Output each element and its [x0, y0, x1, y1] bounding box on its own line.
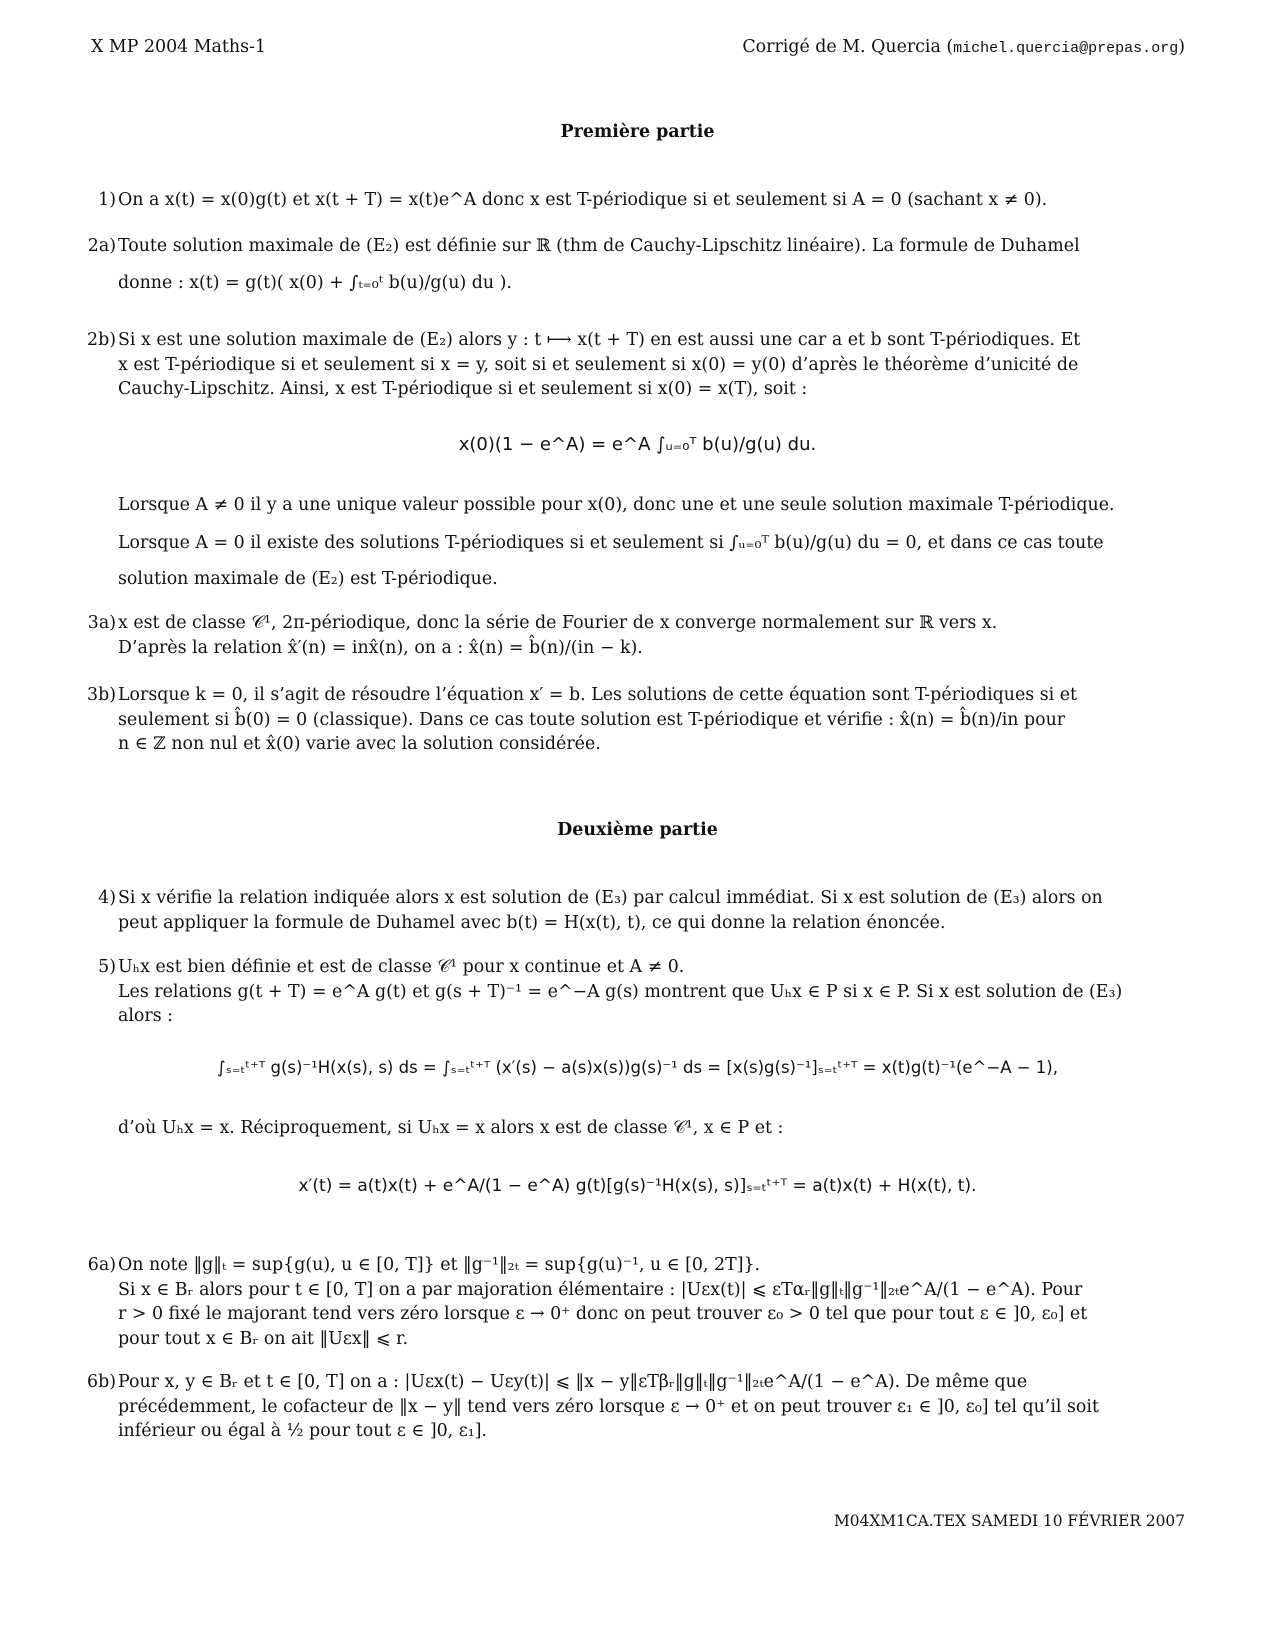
text-line: Si x est une solution maximale de (E₂) alors y : t ⟼ x(t + T) en est aussi une car a et b sont T-périodiques. Et	[118, 330, 1081, 350]
item-label: 2a)	[87, 236, 116, 256]
item-label: 6b)	[87, 1372, 116, 1392]
text-line: seulement si b̂(0) = 0 (classique). Dans ce cas toute solution est T-périodique et vérifie : x̂(n) = b̂(n)/in pour	[118, 709, 1066, 730]
text-line: Si x ∈ Bᵣ alors pour t ∈ [0, T] on a par majoration élémentaire : |Uεx(t)| ⩽ εTαᵣ‖g‖ₜ‖g⁻¹‖₂ₜe^A/(1 − e^A). Pour	[118, 1279, 1083, 1300]
text-line: Lorsque A ≠ 0 il y a une unique valeur possible pour x(0), donc une et une seule solution maximale T-périodique.	[118, 495, 1115, 515]
text-line: peut appliquer la formule de Duhamel avec b(t) = H(x(t), t), ce qui donne la relation énoncée.	[118, 912, 946, 933]
item-label: 5)	[98, 957, 116, 977]
text-line: Cauchy-Lipschitz. Ainsi, x est T-périodique si et seulement si x(0) = x(T), soit :	[118, 379, 808, 399]
display-equation-5a: ∫ₛ₌ₜᵗ⁺ᵀ g(s)⁻¹H(x(s), s) ds = ∫ₛ₌ₜᵗ⁺ᵀ (x′(s) − a(s)x(s))g(s)⁻¹ ds = [x(s)g(s)⁻¹]ₛ₌ₜᵗ⁺ᵀ = x(t)g(t)⁻¹(e^−A − 1),	[216, 1058, 1058, 1077]
text-line: Pour x, y ∈ Bᵣ et t ∈ [0, T] on a : |Uεx(t) − Uεy(t)| ⩽ ‖x − y‖εTβᵣ‖g‖ₜ‖g⁻¹‖₂ₜe^A/(1 − e^A). De même que	[118, 1372, 1028, 1392]
author-text: Corrigé de M. Quercia (	[742, 37, 954, 57]
text-line: inférieur ou égal à ½ pour tout ε ∈ ]0, ε₁].	[118, 1421, 488, 1441]
header-left: X MP 2004 Maths-1	[91, 37, 266, 57]
text-line: Lorsque A = 0 il existe des solutions T-périodiques si et seulement si ∫ᵤ₌₀ᵀ b(u)/g(u) du = 0, et dans ce cas toute	[118, 533, 1104, 553]
text-line: pour tout x ∈ Bᵣ on ait ‖Uεx‖ ⩽ r.	[118, 1328, 408, 1349]
author-text-end: )	[1178, 37, 1185, 57]
page-footer: M04XM1CA.TEX SAMEDI 10 FÉVRIER 2007	[833, 1512, 1185, 1530]
section-title-part1: Première partie	[560, 122, 715, 142]
header-right	[742, 37, 1185, 57]
author-email: michel.quercia@prepas.org	[953, 40, 1179, 57]
text-line: Lorsque k = 0, il s’agit de résoudre l’équation x′ = b. Les solutions de cette équation sont T-périodiques si et	[118, 685, 1078, 705]
item-label: 4)	[98, 888, 116, 908]
item-label: 3a)	[87, 613, 116, 633]
text-line: alors :	[118, 1006, 174, 1026]
display-equation-5b: x′(t) = a(t)x(t) + e^A/(1 − e^A) g(t)[g(s)⁻¹H(x(s), s)]ₛ₌ₜᵗ⁺ᵀ = a(t)x(t) + H(x(t), t).	[298, 1176, 977, 1196]
text-line: Si x vérifie la relation indiquée alors x est solution de (E₃) par calcul immédiat. Si x est solution de (E₃) alors on	[118, 888, 1103, 908]
item-label: 3b)	[87, 685, 116, 705]
text-line: précédemment, le cofacteur de ‖x − y‖ tend vers zéro lorsque ε → 0⁺ et on peut trouver ε₁ ∈ ]0, ε₀] tel qu’il soit	[118, 1396, 1099, 1417]
text-line: On a x(t) = x(0)g(t) et x(t + T) = x(t)e^A donc x est T-périodique si et seulement si A = 0 (sachant x ≠ 0).	[118, 190, 1048, 210]
display-equation-2b: x(0)(1 − e^A) = e^A ∫ᵤ₌₀ᵀ b(u)/g(u) du.	[458, 434, 817, 455]
text-line: solution maximale de (E₂) est T-périodique.	[118, 569, 498, 589]
text-line: On note ‖g‖ₜ = sup{g(u), u ∈ [0, T]} et ‖g⁻¹‖₂ₜ = sup{g(u)⁻¹, u ∈ [0, 2T]}.	[118, 1255, 761, 1275]
section-title-part2: Deuxième partie	[557, 820, 718, 840]
item-label: 2b)	[87, 330, 116, 350]
text-line: n ∈ ℤ non nul et x̂(0) varie avec la solution considérée.	[118, 734, 601, 754]
text-line: D’après la relation x̂′(n) = inx̂(n), on a : x̂(n) = b̂(n)/(in − k).	[118, 637, 643, 658]
text-line: Les relations g(t + T) = e^A g(t) et g(s + T)⁻¹ = e^−A g(s) montrent que Uₕx ∈ P si x ∈ P. Si x est solution de (E₃)	[118, 981, 1123, 1002]
text-line: r > 0 fixé le majorant tend vers zéro lorsque ε → 0⁺ donc on peut trouver ε₀ > 0 tel que pour tout ε ∈ ]0, ε₀] et	[118, 1304, 1088, 1324]
text-line: d’où Uₕx = x. Réciproquement, si Uₕx = x alors x est de classe 𝒞¹, x ∈ P et :	[118, 1118, 784, 1138]
text-line: x est de classe 𝒞¹, 2π-périodique, donc la série de Fourier de x converge normalement sur ℝ vers x.	[118, 613, 998, 633]
item-label: 6a)	[87, 1255, 116, 1275]
text-line: Toute solution maximale de (E₂) est définie sur ℝ (thm de Cauchy-Lipschitz linéaire). La formule de Duhamel	[118, 236, 1080, 256]
text-line: x est T-périodique si et seulement si x = y, soit si et seulement si x(0) = y(0) d’après le théorème d’unicité de	[118, 354, 1079, 375]
item-label: 1)	[98, 190, 116, 210]
text-line: Uₕx est bien définie et est de classe 𝒞¹ pour x continue et A ≠ 0.	[118, 957, 685, 977]
formula-line: donne : x(t) = g(t)( x(0) + ∫ₜ₌₀ᵗ b(u)/g(u) du ).	[118, 272, 512, 293]
